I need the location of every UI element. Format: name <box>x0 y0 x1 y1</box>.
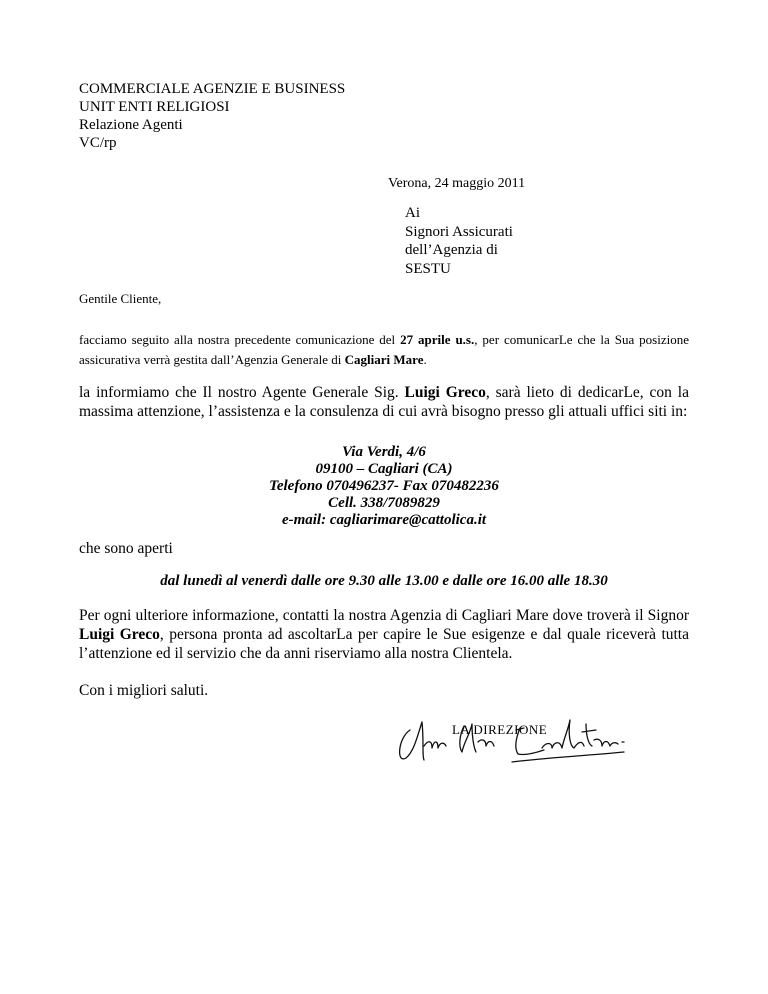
recipient-line-3: dell’Agenzia di <box>405 242 498 258</box>
open-text: che sono aperti <box>79 540 173 557</box>
header-line-3: Relazione Agenti <box>79 117 183 133</box>
p2-text-2: , sarà lieto di dedicarLe, con la massima attenzione, l’assistenza e la consulenza di cui avrà bisogno presso gli attuali uffici siti in: <box>79 384 689 420</box>
sender-header <box>79 80 345 152</box>
greeting: Gentile Cliente, <box>79 291 162 306</box>
paragraph-2 <box>79 383 689 421</box>
p1-text-2: , per comunicarLe che la Sua posizione assicurativa verrà gestita dall’Agenzia Generale di <box>79 332 689 367</box>
recipient-line-4: SESTU <box>405 260 451 277</box>
p1-agency-bold: Cagliari Mare <box>344 352 424 367</box>
letter-date: Verona, 24 maggio 2011 <box>388 176 526 191</box>
office-phone: Telefono 070496237- Fax 070482236 <box>269 478 499 494</box>
recipient-line-1: Ai <box>405 205 420 221</box>
header-line-1: COMMERCIALE AGENZIE E BUSINESS <box>79 81 346 97</box>
recipient-line-2: Signori Assicurati <box>405 223 513 240</box>
p2-agent-bold: Luigi Greco <box>404 384 486 401</box>
paragraph-1 <box>79 330 689 370</box>
p1-text-1: facciamo seguito alla nostra precedente comunicazione del <box>79 332 401 347</box>
p2-text-1: la informiamo che Il nostro Agente Generale Sig. <box>79 384 405 401</box>
opening-hours: dal lunedì al venerdì dalle ore 9.30 alle 13.00 e dalle ore 16.00 alle 18.30 <box>160 573 608 589</box>
office-address-block <box>79 444 689 529</box>
p3-agent-bold: Luigi Greco <box>79 626 160 643</box>
office-email: e-mail: cagliarimare@cattolica.it <box>281 512 487 528</box>
recipient-address <box>405 204 513 278</box>
p1-date-bold: 27 aprile u.s. <box>400 332 475 347</box>
p1-text-3: . <box>423 352 427 367</box>
p3-text-1: Per ogni ulteriore informazione, contatti la nostra Agenzia di Cagliari Mare dove troverà il Signor <box>79 607 689 624</box>
office-cell: Cell. 338/7089829 <box>328 495 440 511</box>
office-street: Via Verdi, 4/6 <box>342 444 426 460</box>
handwritten-signature <box>392 712 642 774</box>
paragraph-3 <box>79 606 689 663</box>
office-city: 09100 – Cagliari (CA) <box>315 461 453 477</box>
header-line-2: UNIT ENTI RELIGIOSI <box>79 99 230 115</box>
closing-salutation: Con i migliori saluti. <box>79 682 209 699</box>
signature-label: LA DIREZIONE <box>452 722 548 737</box>
p3-text-2: , persona pronta ad ascoltarLa per capire le Sue esigenze e dal quale riceverà tutta l’attenzione ed il servizio che da anni riserviamo alla nostra Clientela. <box>79 626 689 662</box>
header-line-4: VC/rp <box>79 135 117 151</box>
